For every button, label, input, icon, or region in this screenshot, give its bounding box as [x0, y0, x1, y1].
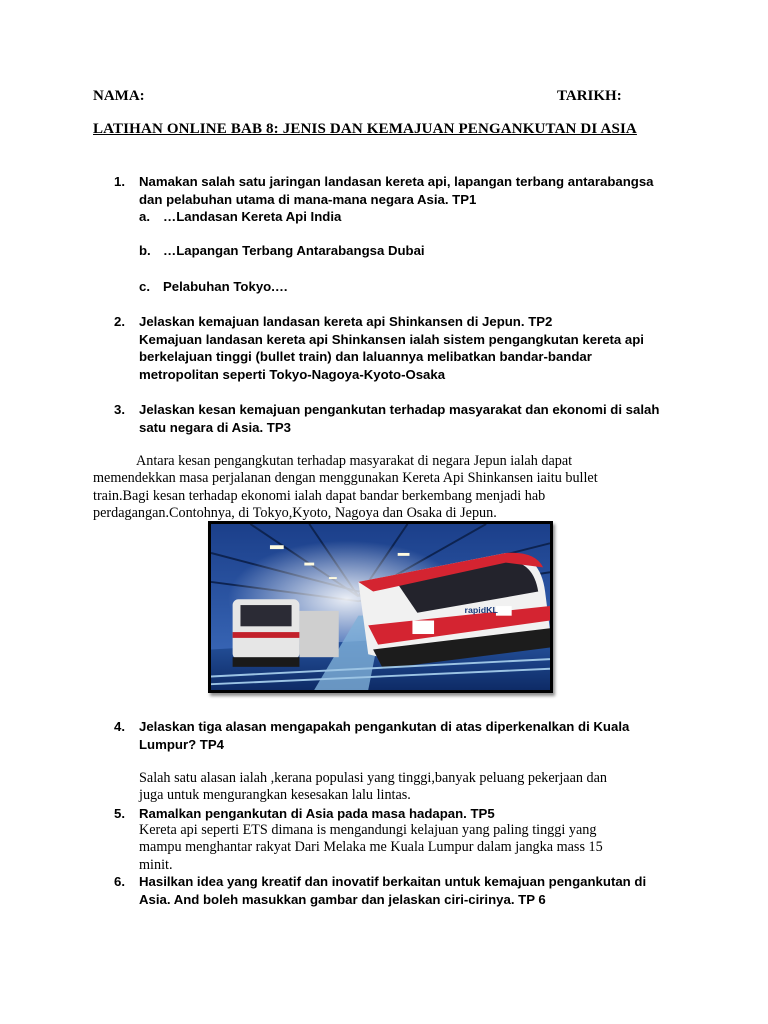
answer-text: …Lapangan Terbang Antarabangsa Dubai	[163, 243, 425, 258]
answer-4	[139, 770, 679, 805]
question-number: 5.	[114, 806, 125, 821]
answer-text-line: train.Bagi kesan terhadap ekonomi ialah dapat bandar berkembang menjadi hab	[93, 487, 546, 504]
question-number: 2.	[114, 314, 125, 329]
answer-text-line: perdagangan.Contohnya, di Tokyo,Kyoto, Nagoya dan Osaka di Jepun.	[93, 505, 497, 522]
train-logo-text: rapidKL	[464, 604, 498, 615]
name-label: NAMA:	[93, 88, 145, 104]
answer-5	[139, 822, 699, 874]
answer-text: …Landasan Kereta Api India	[163, 209, 342, 224]
question-number: 3.	[114, 402, 125, 417]
worksheet-title: LATIHAN ONLINE BAB 8: JENIS DAN KEMAJUAN PENGANKUTAN DI ASIA	[93, 121, 637, 137]
question-3	[114, 401, 660, 436]
answer-1a	[139, 208, 342, 226]
answer-1b	[139, 242, 425, 260]
question-6	[114, 873, 647, 908]
answer-text-line: metropolitan seperti Tokyo-Nagoya-Kyoto-Osaka	[139, 366, 446, 382]
answer-3	[93, 453, 663, 523]
answer-text-line: Antara kesan pengangkutan terhadap masyarakat di negara Jepun ialah dapat	[136, 453, 573, 469]
answer-1c	[139, 278, 289, 296]
question-number: 1.	[114, 174, 125, 189]
answer-text-line: minit.	[139, 856, 173, 873]
question-4	[114, 718, 630, 753]
answer-text-line: Kereta api seperti ETS dimana is mengandungi kelajuan yang paling tinggi yang	[139, 822, 597, 838]
question-text-line: Namakan salah satu jaringan landasan kereta api, lapangan terbang antarabangsa	[139, 174, 654, 189]
answer-text-line: memendekkan masa perjalanan dengan menggunakan Kereta Api Shinkansen iaitu bullet	[93, 470, 598, 487]
answer-text-line: berkelajuan tinggi (bullet train) dan laluannya melibatkan bandar-bandar	[139, 349, 592, 365]
question-text-line: Lumpur? TP4	[139, 736, 224, 752]
date-label: TARIKH:	[557, 88, 622, 104]
item-letter: b.	[139, 243, 151, 258]
question-text-line: dan pelabuhan utama di mana-mana negara Asia. TP1	[139, 191, 477, 207]
train-depot-photo	[208, 521, 553, 693]
question-text-line: satu negara di Asia. TP3	[139, 419, 291, 435]
question-text-line: Asia. And boleh masukkan gambar dan jelaskan ciri-cirinya. TP 6	[139, 891, 546, 907]
question-number: 6.	[114, 874, 125, 889]
question-2	[114, 313, 644, 383]
question-text-line: Jelaskan kemajuan landasan kereta api Shinkansen di Jepun. TP2	[139, 314, 553, 329]
question-text-line: Ramalkan pengankutan di Asia pada masa hadapan. TP5	[139, 806, 495, 821]
question-text-line: Jelaskan tiga alasan mengapakah pengankutan di atas diperkenalkan di Kuala	[139, 719, 630, 734]
answer-text-line: juga untuk mengurangkan kesesakan lalu lintas.	[139, 787, 411, 804]
question-1	[114, 173, 654, 208]
answer-text: Pelabuhan Tokyo.…	[163, 279, 289, 294]
answer-text-line: Salah satu alasan ialah ,kerana populasi yang tinggi,banyak peluang pekerjaan dan	[139, 770, 608, 786]
item-letter: c.	[139, 279, 150, 294]
question-text-line: Jelaskan kesan kemajuan pengankutan terhadap masyarakat dan ekonomi di salah	[139, 402, 660, 417]
train-photo-illustration	[211, 524, 550, 690]
question-text-line: Hasilkan idea yang kreatif dan inovatif berkaitan untuk kemajuan pengankutan di	[139, 874, 647, 889]
item-letter: a.	[139, 209, 150, 224]
question-5	[114, 805, 495, 823]
answer-text-line: Kemajuan landasan kereta api Shinkansen ialah sistem pengangkutan kereta api	[139, 331, 644, 347]
answer-text-line: mampu menghantar rakyat Dari Melaka me Kuala Lumpur dalam jangka mass 15	[139, 839, 603, 856]
question-number: 4.	[114, 719, 125, 734]
